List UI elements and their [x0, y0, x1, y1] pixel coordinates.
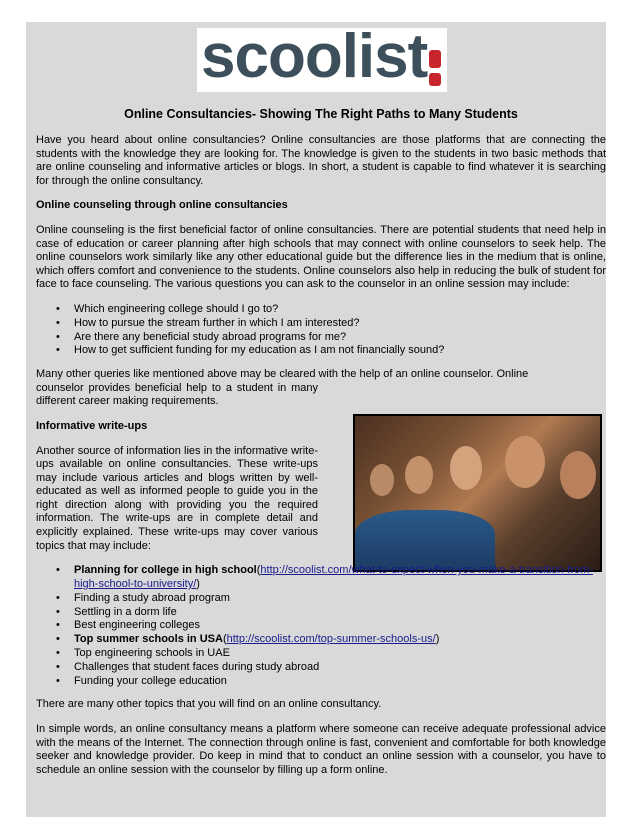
article-body: [36, 107, 606, 788]
list-item: • Planning for college in high school(http://scoolist.com/what-to-expect-when-you-make-a-transition-from-high-school-to-university/): [36, 564, 606, 592]
list-item: • Which engineering college should I go to?: [36, 303, 606, 317]
section-heading-online-counseling: Online counseling through online consultancies: [36, 199, 288, 212]
document-page: [26, 22, 606, 817]
counselor-paragraph: [36, 368, 606, 409]
logo-wordmark: scoolist: [201, 22, 428, 91]
topic-bold-label: Planning for college in high school: [74, 564, 257, 577]
closing-paragraph-2: In simple words, an online consultancy means a platform where someone can receive adequate professional advice with the means of the Internet. The connection through online is fast, convenient and comfortable for both knowledge seeker and knowledge provider. Do keep in mind that to conduct an online session with a counselor, you have to schedule an online session with the counselor by filling up a form online.: [36, 723, 606, 776]
list-item: • How to pursue the stream further in which I am interested?: [36, 317, 606, 331]
topic-bold-label: Top summer schools in USA: [74, 633, 223, 646]
intro-paragraph: Have you heard about online consultancies? Online consultancies are those platforms that are connecting the students with the knowledge they are looking for. The knowledge is given to the students in two basic methods that are online counseling and informative articles or blogs. In short, a student is capable to find whatever it is searching for through the online consultancy.: [36, 134, 606, 187]
section-heading-write-ups: Informative write-ups: [36, 419, 148, 432]
list-item: • Top engineering schools in UAE: [36, 647, 606, 661]
article-title: Online Consultancies- Showing The Right Paths to Many Students: [124, 107, 518, 121]
write-ups-paragraph: Another source of information lies in the informative write-ups available on online consultancies. These write-ups may include various articles and blogs written by well-educated as well as informed people to guide you in the right direction along with providing you the required information. The write-ups are in complete detail and explicitly explained. These write-ups may cover various topics that may include:: [36, 444, 318, 552]
questions-list: [36, 303, 606, 358]
list-item: • Best engineering colleges: [36, 619, 606, 633]
counselor-line-2: counselor provides beneficial help to a student in many different career making requirements.: [36, 381, 318, 408]
scoolist-logo: [197, 22, 447, 92]
logo-colon-top: [429, 50, 441, 68]
topic-link[interactable]: http://scoolist.com/what-to-expect-when-you-make-a-transition-from-high-school-to-university/: [74, 564, 593, 591]
list-item: • Settling in a dorm life: [36, 606, 606, 620]
list-item: • Are there any beneficial study abroad programs for me?: [36, 331, 606, 345]
list-item: • How to get sufficient funding for my education as I am not financially sound?: [36, 344, 606, 358]
topics-list: [36, 564, 606, 688]
list-item: • Top summer schools in USA(http://scoolist.com/top-summer-schools-us/): [36, 633, 606, 647]
topic-link[interactable]: http://scoolist.com/top-summer-schools-us/: [226, 633, 436, 646]
counselor-line-1: Many other queries like mentioned above may be cleared with the help of an online counselor. Online: [36, 368, 529, 381]
list-item: • Challenges that student faces during study abroad: [36, 661, 606, 675]
list-item: • Funding your college education: [36, 675, 606, 689]
list-item: • Finding a study abroad program: [36, 592, 606, 606]
closing-paragraph-1: There are many other topics that you will find on an online consultancy.: [36, 698, 382, 711]
online-counseling-paragraph: Online counseling is the first beneficial factor of online consultancies. There are potential students that need help in case of education or career planning after high schools that may connect with online counselors to seek help. The online counselors work similarly like any other educational guide but the difference lies in the medium that is online, which offers comfort and convenience to the students. Online counselors also help in reducing the bulk of student for face to face counseling. The various questions you can ask to the counselor in an online session may include:: [36, 223, 606, 291]
logo-colon-bottom: [429, 73, 441, 86]
